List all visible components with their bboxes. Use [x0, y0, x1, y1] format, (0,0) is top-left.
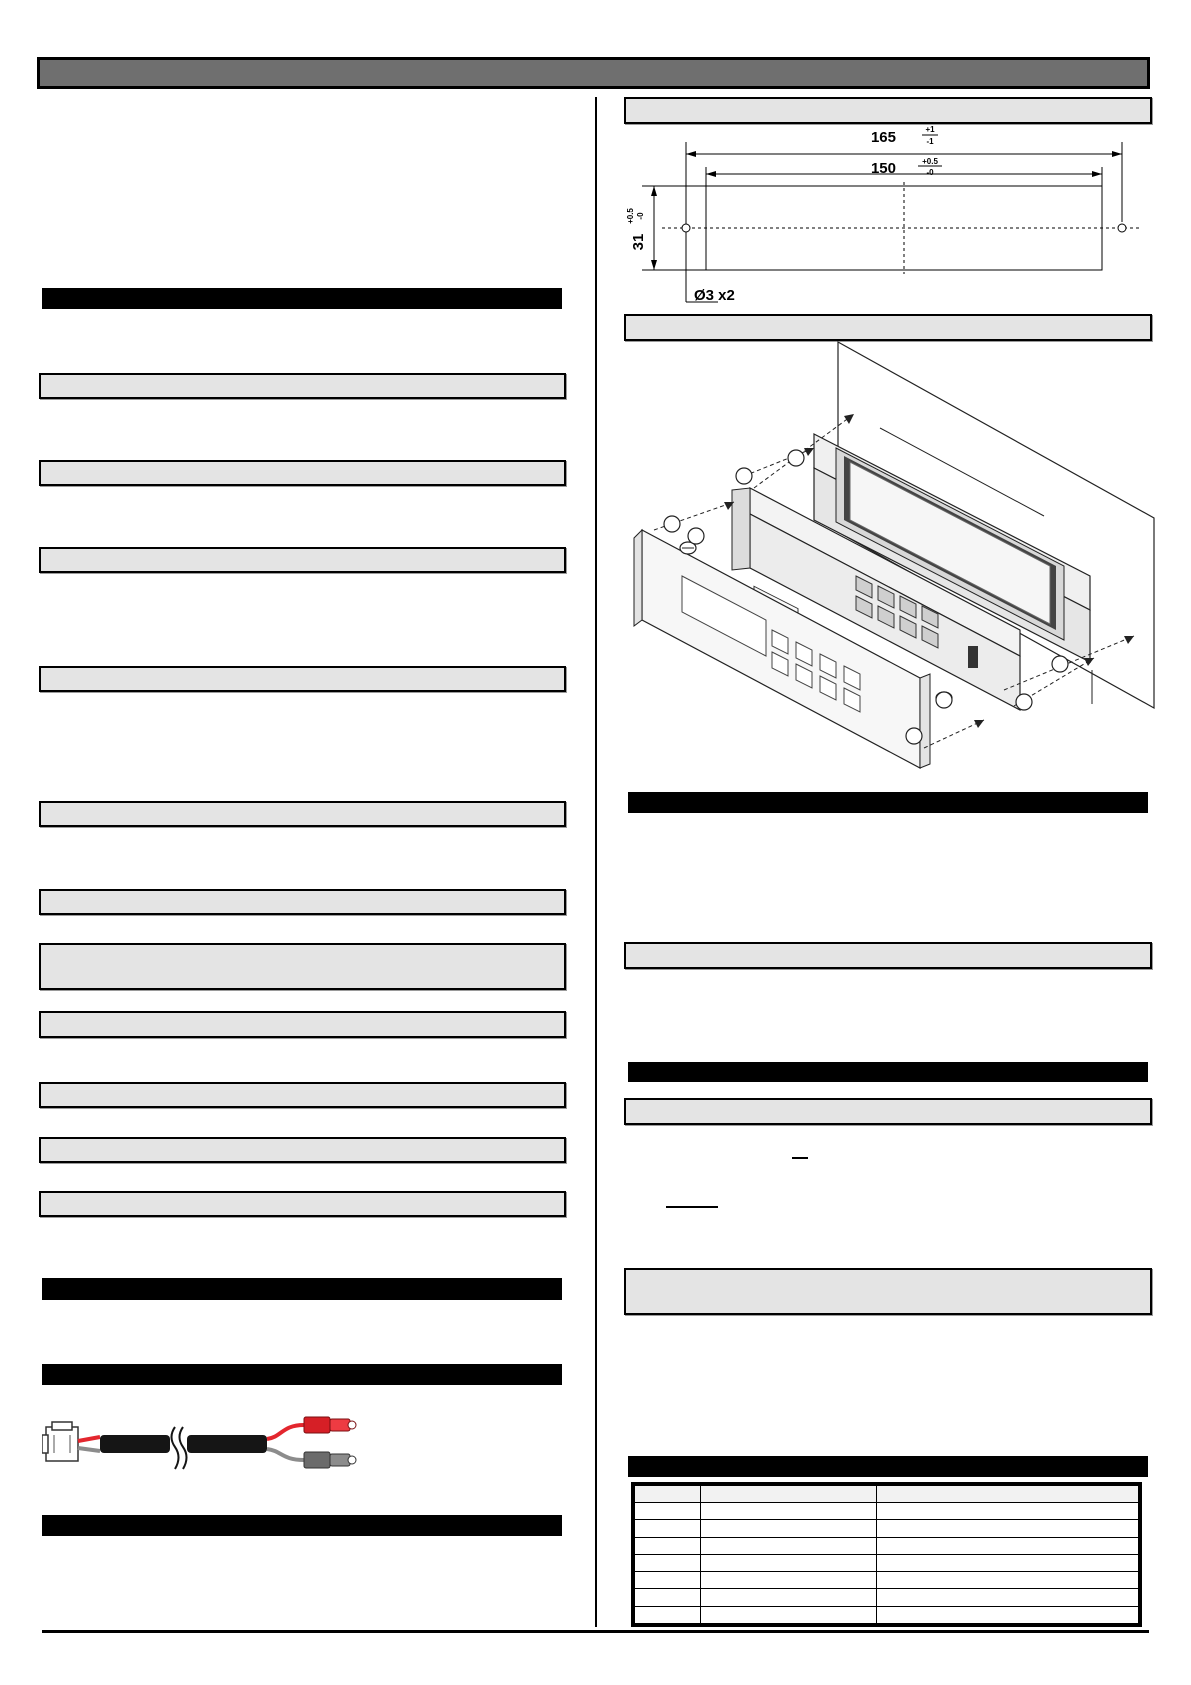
note-box: [624, 1268, 1152, 1315]
note-box: [39, 943, 566, 990]
cable-break-mark: [172, 1427, 179, 1469]
connection-cable-illustration: [42, 1415, 362, 1480]
dimension-31-tol-lower: -0: [636, 212, 645, 220]
step-marker: [1016, 694, 1032, 710]
red-rca-plug: [304, 1417, 356, 1433]
section-heading-bar: [628, 1456, 1148, 1477]
table-row: [635, 1503, 1139, 1520]
section-heading-bar: [42, 1515, 562, 1536]
dimension-165: 165: [870, 129, 896, 146]
subsection-heading-box: [624, 942, 1152, 969]
hole-diameter-label: Ø3 x2: [694, 287, 735, 304]
subsection-heading-box: [39, 1011, 566, 1038]
subsection-heading-box: [39, 666, 566, 692]
section-heading-bar: [42, 1364, 562, 1385]
underline-mark: [666, 1206, 718, 1208]
subsection-heading-box: [39, 1191, 566, 1217]
table-row: [635, 1520, 1139, 1537]
step-marker: [788, 450, 804, 466]
cable-jacket: [187, 1435, 267, 1453]
dimension-165-tol-upper: +1: [925, 125, 935, 134]
dimension-150-tol-lower: -0: [926, 168, 934, 177]
section-heading-bar: [628, 792, 1148, 813]
table-row: [635, 1606, 1139, 1623]
panel-cutout-dimension-drawing: [622, 124, 1152, 306]
step-marker: [936, 692, 952, 708]
table-header-row: [635, 1486, 1139, 1503]
red-wire: [267, 1425, 304, 1439]
step-marker: [688, 528, 704, 544]
gray-rca-plug: [304, 1452, 356, 1468]
parameter-table: [631, 1482, 1142, 1627]
mounting-hole-left: [682, 224, 690, 232]
gray-wire: [267, 1449, 304, 1460]
subsection-heading-box: [39, 547, 566, 573]
dimension-150-tol-upper: +0.5: [922, 157, 938, 166]
red-wire: [78, 1437, 100, 1441]
subsection-heading-box: [39, 460, 566, 486]
cable-jacket: [100, 1435, 170, 1453]
step-marker: [906, 728, 922, 744]
dimension-31-tol-upper: +0.5: [626, 208, 635, 224]
subsection-heading-box: [39, 1137, 566, 1163]
column-divider: [595, 97, 597, 1627]
section-heading-bar: [42, 288, 562, 309]
subsection-heading-box: [39, 889, 566, 915]
table-row: [635, 1554, 1139, 1571]
subsection-heading-box: [624, 97, 1152, 124]
table-row: [635, 1589, 1139, 1606]
subsection-heading-box: [39, 373, 566, 399]
section-heading-bar: [42, 1278, 562, 1300]
table-row: [635, 1537, 1139, 1554]
page-bottom-rule: [42, 1630, 1149, 1633]
table-row: [635, 1572, 1139, 1589]
dimension-31: 31: [630, 233, 647, 251]
dimension-150: 150: [870, 160, 896, 177]
gray-wire: [78, 1448, 100, 1451]
subsection-heading-box: [624, 314, 1152, 341]
underline-mark: [792, 1157, 808, 1159]
step-marker: [736, 468, 752, 484]
dimension-165-tol-lower: -1: [926, 137, 934, 146]
document-title-bar: [37, 57, 1150, 89]
mounting-exploded-view: [624, 340, 1164, 770]
section-heading-bar: [628, 1062, 1148, 1082]
subsection-heading-box: [624, 1098, 1152, 1125]
subsection-heading-box: [39, 801, 566, 827]
step-marker: [664, 516, 680, 532]
mounting-hole-right: [1118, 224, 1126, 232]
step-marker: [1052, 656, 1068, 672]
connector-housing: [42, 1422, 78, 1461]
subsection-heading-box: [39, 1082, 566, 1108]
